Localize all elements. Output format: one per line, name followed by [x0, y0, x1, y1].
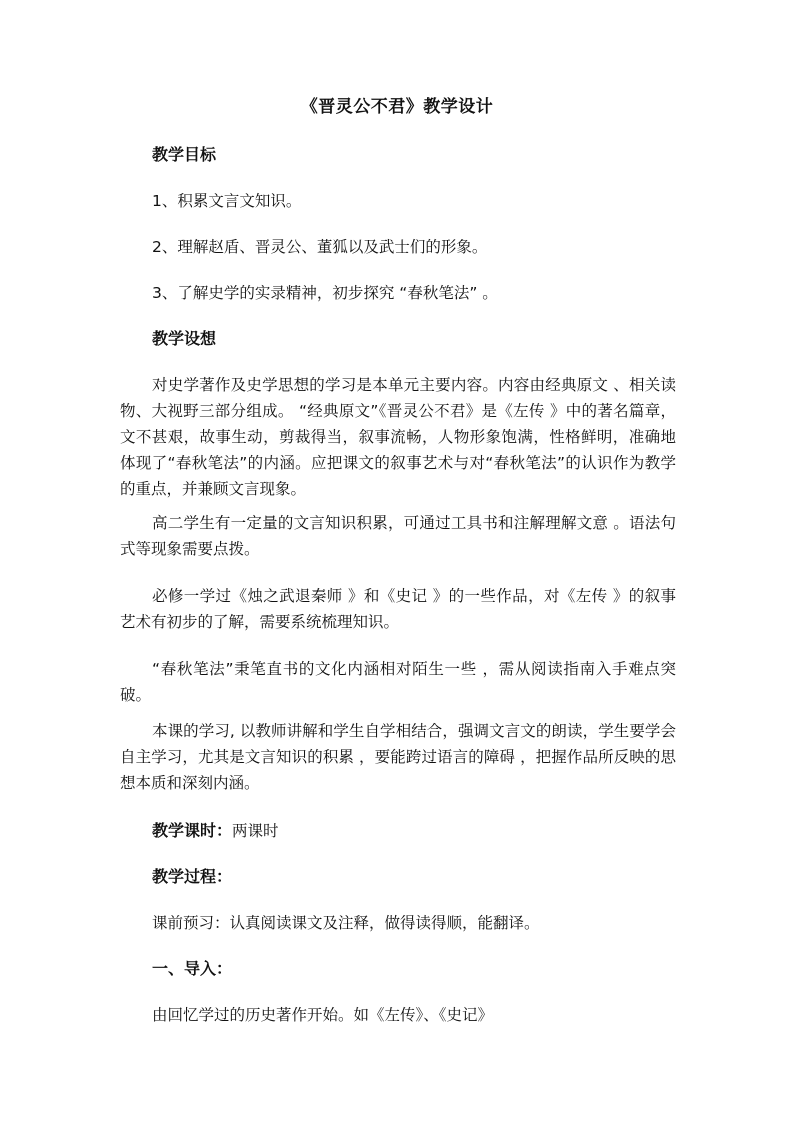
goal-item-2: 2、理解赵盾、晋灵公、董狐以及武士们的形象。: [152, 238, 488, 256]
document-title: 《晋灵公不君》教学设计: [300, 97, 494, 117]
goals-heading: 教学目标: [152, 145, 217, 164]
class-hours-value: 两课时: [232, 822, 279, 840]
section-1-heading: 一、导入：: [152, 959, 233, 978]
goal-item-1: 1、积累文言文知识。: [152, 192, 302, 210]
idea-paragraph-4: “春秋笔法”秉笔直书的文化内涵相对陌生一些 ，需从阅读指南入手难点突破。: [120, 660, 676, 704]
preview-line: 课前预习：认真阅读课文及注释，做得读得顺，能翻译。: [152, 914, 540, 932]
idea-paragraph-2: 高二学生有一定量的文言知识积累，可通过工具书和注解理解文意 。语法句式等现象需要点拨。: [120, 514, 676, 558]
process-heading: 教学过程：: [152, 867, 233, 886]
goal-item-3: 3、了解史学的实录精神，初步探究 “春秋笔法” 。: [152, 284, 498, 302]
class-hours-line: [120, 818, 676, 844]
class-hours-label: 教学课时：: [152, 821, 233, 840]
idea-paragraph-5: 本课的学习, 以教师讲解和学生自学相结合，强调文言文的朗读，学生要学会自主学习，尤其是文言知识的积累 ，要能跨过语言的障碍 ，把握作品所反映的思想本质和深刻内涵。: [120, 722, 676, 792]
idea-paragraph-1: 对史学著作及史学思想的学习是本单元主要内容。内容由经典原文 、相关读物、大视野三部分组成。 “经典原文”《晋灵公不君》是《左传 》中的著名篇章，文不甚艰，故事生动，剪裁得当，叙事流畅，人物形象饱满，性格鲜明，准确地体现了“春秋笔法”的内涵。应把课文的叙事艺术与对“春秋笔法”的认识作为教学的重点，并兼顾文言现象。: [120, 376, 676, 498]
idea-heading: 教学设想: [152, 329, 217, 348]
idea-paragraph-3: 必修一学过《烛之武退秦师 》和《史记 》的一些作品，对《左传 》的叙事艺术有初步的了解，需要系统梳理知识。: [120, 587, 676, 631]
section-1-text: 由回忆学过的历史著作开始。如《左传》、《史记》: [152, 1006, 494, 1024]
